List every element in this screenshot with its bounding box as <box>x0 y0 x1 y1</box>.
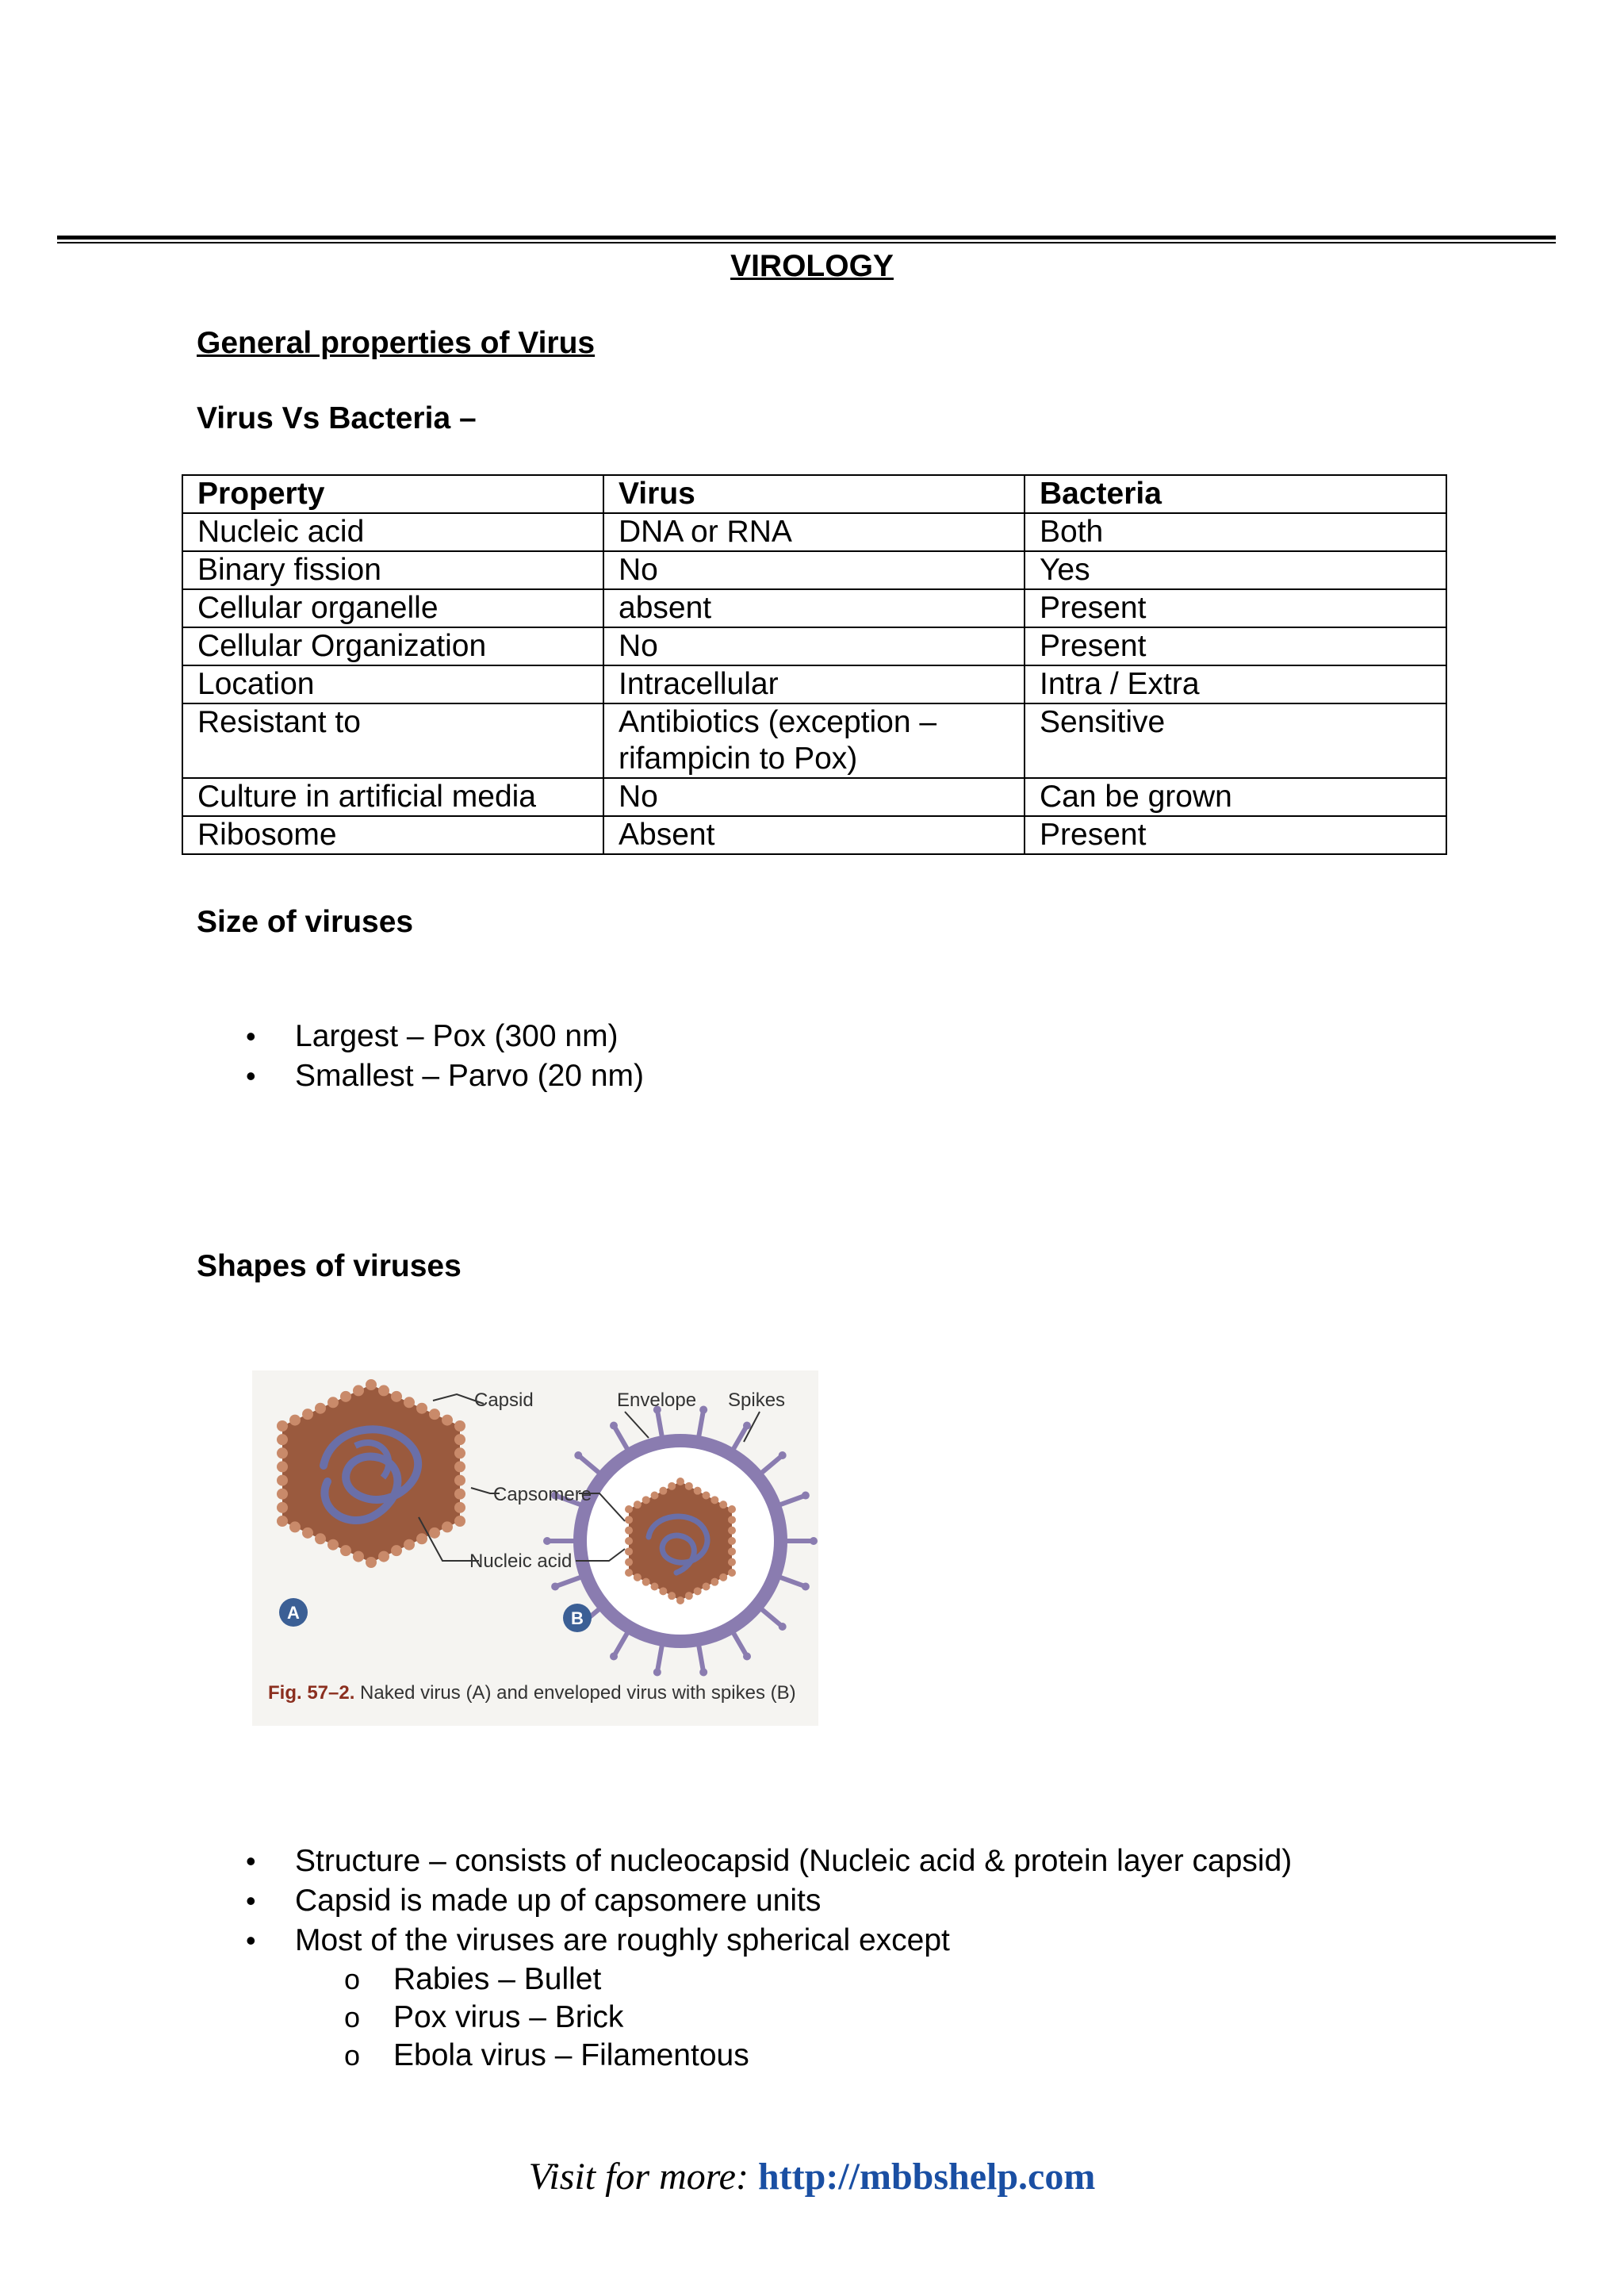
page-title: VIROLOGY <box>730 249 894 283</box>
capsomere-dot <box>416 1533 427 1544</box>
spike-tip <box>699 1406 707 1414</box>
capsomere-dot <box>277 1489 288 1500</box>
table-row <box>182 627 1446 665</box>
spike-tip <box>551 1582 559 1590</box>
list-item <box>0 2037 749 2075</box>
table-cell: Antibiotics (exception – rifampicin to Pox) <box>603 703 1025 778</box>
spike-tip <box>610 1422 618 1430</box>
capsomere-dot <box>685 1592 693 1600</box>
spike-tip <box>610 1652 618 1660</box>
capsomere-dot <box>404 1539 415 1550</box>
spike <box>760 1455 783 1474</box>
capsomere-dot <box>651 1492 659 1500</box>
table-cell: Resistant to <box>182 703 603 778</box>
capsomere-dot <box>659 1587 667 1595</box>
capsomere-dot <box>703 1492 710 1500</box>
capsomere-dot <box>685 1482 693 1490</box>
capsomere-dot <box>277 1502 288 1513</box>
table-cell: No <box>603 627 1025 665</box>
capsomere-dot <box>442 1521 453 1532</box>
list-item-text: Pox virus – Brick <box>393 2000 624 2034</box>
capsomere-dot <box>676 1478 684 1485</box>
capsomere-dot <box>454 1461 465 1472</box>
table-cell: Nucleic acid <box>182 513 603 551</box>
capsomere-dot <box>315 1533 326 1544</box>
spike <box>555 1576 584 1586</box>
capsomere-dot <box>651 1583 659 1591</box>
nucleic-acid-label: Nucleic acid <box>469 1550 573 1572</box>
capsomere-dot <box>327 1539 339 1550</box>
badge-a-label: A <box>287 1603 300 1623</box>
table-cell: Cellular organelle <box>182 589 603 627</box>
capsomere-dot <box>728 1505 736 1513</box>
table-cell: Yes <box>1025 551 1446 589</box>
table-row <box>182 513 1446 551</box>
table-cell: absent <box>603 589 1025 627</box>
list-item <box>0 1017 644 1056</box>
capsomere-dot <box>634 1573 642 1581</box>
capsomere-dot <box>353 1551 364 1562</box>
table-cell: Present <box>1025 627 1446 665</box>
table-header-cell: Virus <box>603 475 1025 513</box>
capsomere-dot <box>728 1516 736 1524</box>
spike <box>614 1426 629 1452</box>
table-cell: Present <box>1025 589 1446 627</box>
capsomere-dot <box>625 1537 633 1545</box>
capsomere-dot <box>728 1527 736 1535</box>
table-cell: Both <box>1025 513 1446 551</box>
capsomere-dot <box>302 1409 313 1420</box>
spike-tip <box>802 1492 810 1500</box>
spike-tip <box>543 1537 551 1545</box>
table-cell: Location <box>182 665 603 703</box>
list-item <box>0 1921 1292 1961</box>
table-row <box>182 816 1446 854</box>
capsid-label: Capsid <box>474 1389 534 1411</box>
figure-caption <box>268 1682 796 1704</box>
spike-tip <box>653 1668 661 1676</box>
bullet-mark: • <box>246 1020 256 1052</box>
sub-bullet-mark: o <box>344 1963 361 1995</box>
figure-caption-prefix: Fig. 57–2. <box>268 1682 355 1704</box>
heading-general-properties: General properties of Virus <box>197 326 596 360</box>
bullet-mark: • <box>246 1060 256 1092</box>
spike-tip <box>743 1422 751 1430</box>
capsomere-dot <box>277 1434 288 1445</box>
capsomere-dot <box>625 1547 633 1555</box>
table-cell: Ribosome <box>182 816 603 854</box>
capsomere-dot <box>625 1527 633 1535</box>
figure-caption-text: Naked virus (A) and enveloped virus with spikes (B) <box>354 1682 796 1704</box>
capsomere-dot <box>289 1415 301 1426</box>
spikes-label: Spikes <box>728 1389 786 1411</box>
bullet-mark: • <box>246 1845 256 1877</box>
table-cell: Intra / Extra <box>1025 665 1446 703</box>
capsomere-dot <box>366 1379 377 1390</box>
virus-structure-figure <box>252 1370 818 1726</box>
table-header-cell: Property <box>182 475 603 513</box>
capsomere-dot <box>625 1569 633 1577</box>
spike <box>657 1410 663 1439</box>
enveloped-virus-illustration <box>543 1406 818 1677</box>
list-item-text: Rabies – Bullet <box>393 1962 602 1996</box>
shape-exceptions-list <box>0 1961 749 2075</box>
spike <box>777 1496 806 1506</box>
spike-tip <box>810 1537 818 1545</box>
capsomere-dot <box>668 1482 676 1490</box>
capsomere-dot <box>378 1551 389 1562</box>
capsomere-dot <box>625 1516 633 1524</box>
capsomere-dot <box>277 1447 288 1458</box>
capsomere-dot <box>728 1537 736 1545</box>
list-item-text: Ebola virus – Filamentous <box>393 2038 749 2072</box>
table-cell: Culture in artificial media <box>182 778 603 816</box>
table-cell: No <box>603 778 1025 816</box>
header-rule-thin <box>57 242 1556 243</box>
spike-tip <box>779 1623 787 1631</box>
spike <box>760 1608 783 1627</box>
sub-bullet-mark: o <box>344 2001 361 2033</box>
table-cell: No <box>603 551 1025 589</box>
capsomere-dot <box>454 1434 465 1445</box>
spike <box>699 1642 704 1672</box>
structure-list <box>0 1842 1292 1961</box>
spike-tip <box>574 1451 582 1459</box>
header-rule-thick <box>57 236 1556 240</box>
capsomere-dot <box>694 1487 702 1495</box>
table-cell: Intracellular <box>603 665 1025 703</box>
capsomere-dot <box>719 1573 727 1581</box>
list-item-text: Capsid is made up of capsomere units <box>295 1884 822 1918</box>
capsomere-dot <box>277 1420 288 1432</box>
capsomere-dot <box>454 1475 465 1486</box>
capsomere-dot <box>694 1587 702 1595</box>
table-header-row <box>182 475 1446 513</box>
capsomere-dot <box>353 1385 364 1396</box>
table-header-cell: Bacteria <box>1025 475 1446 513</box>
capsomere-dot <box>315 1403 326 1414</box>
list-item <box>0 1842 1292 1881</box>
capsomere-dot <box>302 1527 313 1539</box>
capsomere-dot <box>728 1547 736 1555</box>
virus-bacteria-table <box>182 474 1447 855</box>
table-cell: Binary fission <box>182 551 603 589</box>
capsomere-dot <box>642 1578 650 1586</box>
spike-tip <box>779 1451 787 1459</box>
size-list <box>0 1017 644 1096</box>
capsomere-dot <box>391 1545 402 1556</box>
table-cell: Absent <box>603 816 1025 854</box>
capsomere-dot <box>391 1391 402 1402</box>
heading-shapes-of-viruses: Shapes of viruses <box>197 1249 462 1283</box>
capsomere-dot <box>404 1397 415 1408</box>
capsomere-dot <box>429 1527 440 1539</box>
list-item <box>0 1999 749 2037</box>
capsomere-dot <box>289 1521 301 1532</box>
list-item <box>0 1961 749 1999</box>
envelope-label: Envelope <box>617 1389 697 1411</box>
spike-tip <box>699 1668 707 1676</box>
table-row <box>182 551 1446 589</box>
bullet-mark: • <box>246 1884 256 1917</box>
list-item-text: Smallest – Parvo (20 nm) <box>295 1059 644 1093</box>
heading-size-of-viruses: Size of viruses <box>197 905 414 939</box>
capsomere-dot <box>327 1397 339 1408</box>
table-row <box>182 703 1446 778</box>
list-item-text: Most of the viruses are roughly spherical except <box>295 1923 950 1957</box>
capsomere-dot <box>728 1569 736 1577</box>
list-item-text: Largest – Pox (300 nm) <box>295 1019 619 1053</box>
spike <box>699 1410 704 1439</box>
capsomere-dot <box>454 1447 465 1458</box>
capsomere-dot <box>454 1420 465 1432</box>
capsomere-dot <box>277 1475 288 1486</box>
capsomere-dot <box>277 1516 288 1527</box>
bullet-mark: • <box>246 1924 256 1957</box>
capsomere-dot <box>340 1545 351 1556</box>
footer <box>0 2153 1624 2201</box>
table-cell: Sensitive <box>1025 703 1446 778</box>
capsomere-dot <box>710 1578 718 1586</box>
table-cell: Present <box>1025 816 1446 854</box>
capsomere-dot <box>625 1505 633 1513</box>
capsomere-dot <box>719 1501 727 1508</box>
spike <box>732 1631 747 1657</box>
table-row <box>182 665 1446 703</box>
table-row <box>182 589 1446 627</box>
capsomere-dot <box>340 1391 351 1402</box>
capsomere-dot <box>642 1496 650 1504</box>
spike-tip <box>802 1582 810 1590</box>
capsomere-dot <box>625 1558 633 1566</box>
heading-virus-vs-bacteria: Virus Vs Bacteria – <box>197 401 477 435</box>
table-row <box>182 778 1446 816</box>
capsomere-dot <box>277 1461 288 1472</box>
table-cell: Cellular Organization <box>182 627 603 665</box>
capsomere-dot <box>668 1592 676 1600</box>
list-item-text: Structure – consists of nucleocapsid (Nucleic acid & protein layer capsid) <box>295 1844 1293 1878</box>
capsomere-dot <box>378 1385 389 1396</box>
footer-link[interactable]: http://mbbshelp.com <box>757 2156 1096 2198</box>
table-cell: DNA or RNA <box>603 513 1025 551</box>
capsomere-dot <box>454 1516 465 1527</box>
naked-virus-illustration <box>277 1379 465 1568</box>
spike <box>657 1642 663 1672</box>
capsomere-dot <box>676 1596 684 1604</box>
capsomere-dot <box>634 1501 642 1508</box>
capsomere-dot <box>710 1496 718 1504</box>
capsomere-label: Capsomere <box>493 1484 592 1505</box>
footer-prefix: Visit for more: <box>528 2156 758 2198</box>
list-item <box>0 1881 1292 1921</box>
capsomere-dot <box>454 1502 465 1513</box>
capsomere-dot <box>454 1489 465 1500</box>
capsomere-dot <box>703 1583 710 1591</box>
spike <box>578 1455 601 1474</box>
spike <box>777 1576 806 1586</box>
list-item <box>0 1056 644 1096</box>
sub-bullet-mark: o <box>344 2039 361 2072</box>
table-cell: Can be grown <box>1025 778 1446 816</box>
capsomere-dot <box>659 1487 667 1495</box>
capsomere-dot <box>429 1409 440 1420</box>
capsomere-dot <box>366 1557 377 1568</box>
capsomere-dot <box>442 1415 453 1426</box>
capsomere-dot <box>416 1403 427 1414</box>
badge-b-label: B <box>571 1608 584 1628</box>
spike-tip <box>743 1652 751 1660</box>
capsomere-dot <box>728 1558 736 1566</box>
spike <box>614 1631 629 1657</box>
